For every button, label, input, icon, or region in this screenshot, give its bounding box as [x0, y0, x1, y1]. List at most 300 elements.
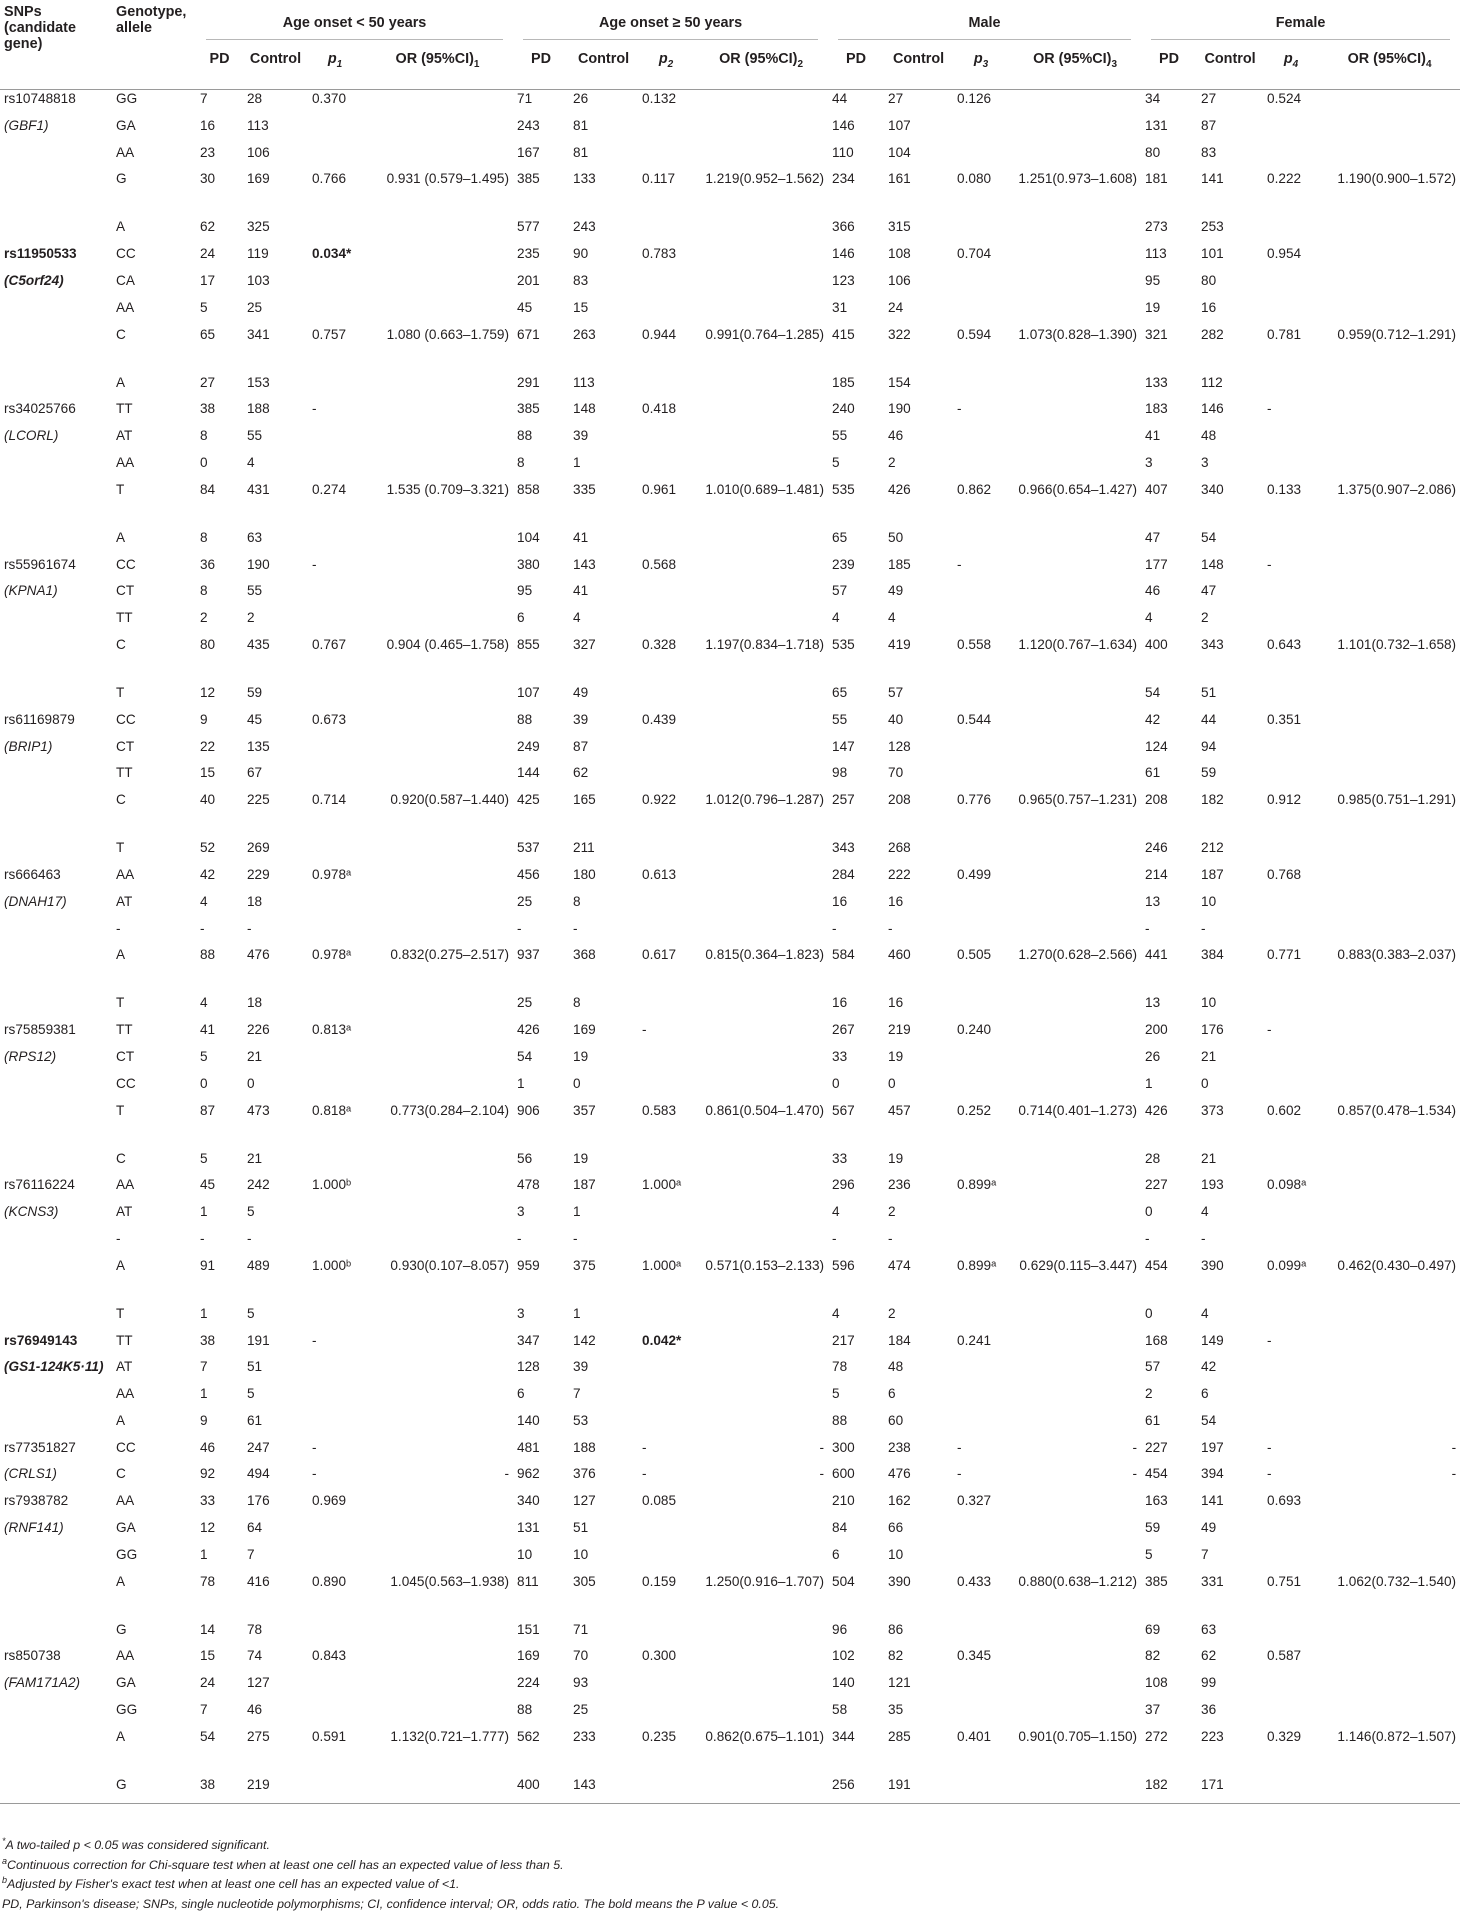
control-count-cell: 51	[573, 1520, 589, 1536]
table-row	[0, 1621, 1460, 1648]
pd-count-cell: 146	[832, 117, 855, 133]
control-count-cell: 357	[573, 1102, 596, 1118]
genotype-cell: A	[116, 1412, 126, 1428]
footnote-continuous-correction: $^a$Continuous correction for Chi-square test when at least one cell has an expected value of less than 5.	[2, 1855, 564, 1872]
odds-ratio-cell	[1009, 1048, 1141, 1075]
snp-cell: rs76949143	[4, 1332, 78, 1348]
control-count-cell: 315	[888, 219, 911, 235]
p-value-cell: 0.783	[642, 246, 677, 262]
odds-ratio-cell	[1009, 529, 1141, 556]
pd-count-cell: 959	[517, 1257, 540, 1273]
odds-ratio-cell	[1319, 1776, 1460, 1803]
p-value-cell	[953, 1230, 1009, 1257]
genotype-cell: GG	[116, 1702, 138, 1718]
snp-cell: rs55961674	[4, 556, 76, 572]
pd-count-cell: 104	[517, 529, 540, 545]
control-count-cell: 187	[1201, 866, 1224, 882]
genotype-cell: C	[116, 636, 126, 652]
control-count-cell: -	[888, 1230, 893, 1246]
snp-cell: rs34025766	[4, 401, 76, 417]
snp-cell: (DNAH17)	[4, 893, 67, 909]
p-value-cell	[308, 427, 362, 454]
pd-count-cell: 123	[832, 272, 855, 288]
snp-cell: (GS1-124K5·11)	[4, 1359, 104, 1375]
p-value-cell: 0.328	[642, 636, 677, 652]
pd-count-cell: 185	[832, 374, 855, 390]
pd-count-cell: 177	[1145, 556, 1168, 572]
p-value-cell	[1263, 920, 1319, 947]
control-count-cell: 187	[573, 1177, 596, 1193]
odds-ratio-cell	[1009, 1621, 1141, 1648]
pd-count-cell: 46	[200, 1439, 216, 1455]
p-value-cell: 0.327	[957, 1493, 992, 1509]
control-count-cell: 222	[888, 866, 911, 882]
p-value-cell: 0.117	[642, 171, 676, 187]
odds-ratio-cell	[1009, 1776, 1141, 1803]
p-value-cell	[1263, 1048, 1319, 1075]
p-value-cell	[953, 764, 1009, 791]
odds-ratio-cell	[362, 1305, 513, 1332]
odds-ratio-cell	[1009, 1546, 1141, 1573]
odds-ratio-cell: 1.219(0.952–1.562)	[705, 171, 825, 187]
odds-ratio-cell	[1319, 1412, 1460, 1439]
odds-ratio-cell	[694, 90, 828, 117]
control-count-cell: 46	[247, 1702, 263, 1718]
snp-cell: rs61169879	[4, 711, 75, 727]
p-value-cell: 0.613	[642, 866, 677, 882]
control-count-cell: 128	[888, 738, 911, 754]
genotype-cell: CC	[116, 711, 136, 727]
control-count-cell: 340	[1201, 481, 1224, 497]
genotype-cell: C	[116, 792, 126, 808]
p-value-cell	[638, 1701, 694, 1728]
control-count-cell: 49	[573, 684, 589, 700]
odds-ratio-cell	[362, 994, 513, 1021]
control-count-cell: 236	[888, 1177, 911, 1193]
p-value-cell: -	[312, 1466, 317, 1482]
pd-count-cell: 38	[200, 401, 216, 417]
control-count-cell: 24	[888, 299, 904, 315]
pd-count-cell: 41	[1145, 428, 1161, 444]
p-value-cell: -	[1267, 1439, 1272, 1455]
odds-ratio-cell	[1319, 1150, 1460, 1177]
odds-ratio-cell	[1319, 1701, 1460, 1728]
pd-count-cell: 96	[832, 1621, 848, 1637]
control-count-cell: 101	[1201, 246, 1224, 262]
pd-count-cell: 8	[517, 454, 525, 470]
p-value-cell: 0.602	[1267, 1102, 1302, 1118]
control-count-cell: 4	[247, 454, 255, 470]
genotype-cell: TT	[116, 1332, 133, 1348]
snp-cell	[0, 791, 112, 839]
p-value-cell: 0.401	[957, 1728, 992, 1744]
pd-count-cell: 380	[517, 556, 540, 572]
p-value-cell	[1263, 1150, 1319, 1177]
snp-cell	[0, 994, 112, 1021]
pd-count-cell: 61	[1145, 765, 1161, 781]
odds-ratio-cell: 0.857(0.478–1.534)	[1337, 1102, 1457, 1118]
genotype-cell: GA	[116, 1520, 136, 1536]
odds-ratio-cell: 1.250(0.916–1.707)	[705, 1573, 825, 1589]
odds-ratio-cell	[1319, 299, 1460, 326]
control-count-cell: 191	[247, 1332, 270, 1348]
odds-ratio-cell	[694, 582, 828, 609]
odds-ratio-cell	[362, 866, 513, 893]
pd-count-cell: 249	[517, 738, 540, 754]
p-value-cell: 0.757	[312, 326, 347, 342]
pd-count-cell: 22	[200, 738, 216, 754]
control-count-cell: 21	[1201, 1048, 1217, 1064]
odds-ratio-cell	[694, 556, 828, 583]
odds-ratio-cell	[1319, 738, 1460, 765]
odds-ratio-cell	[694, 893, 828, 920]
pd-count-cell: 4	[1145, 610, 1153, 626]
p-value-cell: 0.222	[1267, 171, 1302, 187]
snp-cell: (RPS12)	[4, 1048, 57, 1064]
control-count-cell: 4	[573, 610, 581, 626]
control-count-cell: 25	[247, 299, 263, 315]
control-count-cell: 2	[888, 1204, 896, 1220]
snp-cell: rs11950533	[4, 246, 77, 262]
odds-ratio-cell	[1009, 1701, 1141, 1728]
table-row	[0, 1776, 1460, 1803]
odds-ratio-cell	[694, 1021, 828, 1048]
p-value-cell	[308, 1075, 362, 1102]
snp-cell: rs7938782	[4, 1493, 69, 1509]
p-value-cell	[953, 1203, 1009, 1230]
odds-ratio-cell	[1009, 994, 1141, 1021]
control-count-cell: 15	[573, 299, 589, 315]
pd-count-cell: 400	[513, 1776, 569, 1803]
p-value-cell	[953, 1621, 1009, 1648]
p-value-cell	[1263, 1358, 1319, 1385]
odds-ratio-cell	[362, 1332, 513, 1359]
table-row	[0, 711, 1460, 738]
control-count-cell: 1	[573, 1305, 581, 1321]
control-count-cell: 327	[573, 636, 596, 652]
odds-ratio-cell	[1009, 1674, 1141, 1701]
odds-ratio-cell: 0.966(0.654–1.427)	[1018, 481, 1138, 497]
odds-ratio-cell: 0.985(0.751–1.291)	[1337, 792, 1457, 808]
snp-cell: (BRIP1)	[4, 738, 53, 754]
control-count-cell: -	[573, 1230, 578, 1246]
pd-count-cell: 80	[1145, 144, 1161, 160]
snp-cell: (LCORL)	[4, 428, 59, 444]
pd-count-cell: 57	[1145, 1359, 1161, 1375]
pd-count-cell: 400	[1145, 636, 1168, 652]
control-count-cell: 0	[888, 1075, 896, 1091]
table-row	[0, 893, 1460, 920]
footnotes	[2, 1836, 779, 1914]
control-count-cell: 81	[573, 144, 589, 160]
odds-ratio-cell	[694, 427, 828, 454]
p-value-cell	[1263, 1674, 1319, 1701]
table-row	[0, 1075, 1460, 1102]
p-value-cell	[638, 582, 694, 609]
pd-count-cell: 5	[200, 299, 208, 315]
control-count-cell: 191	[884, 1776, 953, 1803]
odds-ratio-cell: -	[819, 1466, 825, 1482]
odds-ratio-cell: 1.062(0.732–1.540)	[1337, 1573, 1457, 1589]
p-value-cell	[1263, 764, 1319, 791]
control-count-cell: -	[247, 1230, 252, 1246]
pd-count-cell: 33	[832, 1150, 848, 1166]
p-value-cell: 0.583	[642, 1102, 677, 1118]
control-count-cell: 113	[573, 374, 595, 390]
odds-ratio-cell	[362, 400, 513, 427]
odds-ratio-cell: 0.832(0.275–2.517)	[390, 947, 510, 963]
subheader-pd: PD	[1141, 51, 1197, 90]
odds-ratio-cell	[1009, 920, 1141, 947]
odds-ratio-cell	[1009, 1150, 1141, 1177]
control-count-cell: 282	[1201, 326, 1224, 342]
p-value-cell: 0.240	[957, 1022, 992, 1038]
table-row	[0, 427, 1460, 454]
pd-count-cell: 246	[1145, 840, 1168, 856]
pd-count-cell: 584	[832, 947, 855, 963]
pd-count-cell: 535	[832, 481, 855, 497]
odds-ratio-cell	[694, 920, 828, 947]
p-value-cell: 0.505	[957, 947, 992, 963]
control-count-cell: 208	[888, 792, 911, 808]
p-value-cell: 1.000ᵃ	[642, 1257, 682, 1273]
p-value-cell	[1263, 454, 1319, 481]
subheader-pd: PD	[196, 51, 243, 90]
odds-ratio-cell	[1319, 1230, 1460, 1257]
p-value-cell: 0.594	[957, 326, 992, 342]
control-count-cell: 83	[1201, 144, 1217, 160]
p-value-cell	[308, 218, 362, 245]
p-value-cell: 0.133	[1267, 481, 1302, 497]
odds-ratio-cell	[1009, 764, 1141, 791]
pd-count-cell: 344	[832, 1728, 855, 1744]
pd-count-cell: 113	[1145, 246, 1167, 262]
table-row	[0, 1048, 1460, 1075]
odds-ratio-cell: 0.629(0.115–3.447)	[1019, 1257, 1138, 1273]
genotype-cell: C	[116, 1466, 126, 1482]
control-count-cell: 90	[573, 246, 589, 262]
p-value-cell: 0.099ᵃ	[1267, 1257, 1307, 1273]
control-count-cell: 35	[888, 1702, 904, 1718]
control-count-cell: 108	[888, 246, 911, 262]
p-value-cell	[1263, 893, 1319, 920]
control-count-cell: 368	[573, 947, 596, 963]
pd-count-cell: 55	[832, 711, 848, 727]
odds-ratio-cell	[694, 1230, 828, 1257]
odds-ratio-cell	[1009, 738, 1141, 765]
p-value-cell	[308, 1358, 362, 1385]
table-row	[0, 764, 1460, 791]
p-value-cell	[638, 117, 694, 144]
pd-count-cell: 57	[832, 583, 848, 599]
control-count-cell: 275	[247, 1728, 270, 1744]
p-value-cell: 0.673	[312, 711, 347, 727]
table-row	[0, 454, 1460, 481]
p-value-cell	[308, 374, 362, 401]
pd-count-cell: 0	[832, 1075, 840, 1091]
group-header-onset-50-plus: Age onset ≥ 50 years	[513, 4, 828, 51]
p-value-cell: 0.969	[312, 1493, 347, 1509]
p-value-cell	[308, 839, 362, 866]
control-count-cell: 7	[1201, 1546, 1209, 1562]
control-count-cell: 74	[247, 1648, 263, 1664]
pd-count-cell: 124	[1145, 738, 1168, 754]
table-row	[0, 170, 1460, 218]
odds-ratio-cell	[694, 866, 828, 893]
odds-ratio-cell: 0.901(0.705–1.150)	[1018, 1728, 1138, 1744]
odds-ratio-cell	[694, 1546, 828, 1573]
control-count-cell: 36	[1201, 1702, 1217, 1718]
pd-count-cell: 87	[200, 1102, 216, 1118]
p-value-cell	[638, 1674, 694, 1701]
p-value-cell: 0.961	[642, 481, 677, 497]
genotype-cell: -	[116, 1230, 121, 1246]
p-value-cell	[1263, 117, 1319, 144]
pd-count-cell: 1	[200, 1204, 208, 1220]
odds-ratio-cell	[1009, 299, 1141, 326]
pd-count-cell: 441	[1145, 947, 1168, 963]
control-count-cell: 243	[573, 219, 596, 235]
control-count-cell: -	[1201, 920, 1206, 936]
control-count-cell: 390	[888, 1573, 911, 1589]
odds-ratio-cell	[362, 272, 513, 299]
p-value-cell	[638, 1358, 694, 1385]
odds-ratio-cell: 0.571(0.153–2.133)	[705, 1257, 825, 1273]
pd-count-cell: 1	[200, 1305, 208, 1321]
odds-ratio-cell	[694, 117, 828, 144]
control-count-cell: 119	[247, 246, 269, 262]
pd-count-cell: 84	[200, 481, 216, 497]
control-count-cell: 18	[247, 995, 263, 1011]
snp-cell	[0, 1546, 112, 1573]
subheader-odds-ratio: OR $(95\%CI)_2$	[694, 51, 828, 90]
odds-ratio-cell	[694, 1647, 828, 1674]
control-count-cell: 87	[1201, 117, 1217, 133]
odds-ratio-cell	[362, 1674, 513, 1701]
subheader-pd: PD	[828, 51, 884, 90]
p-value-cell	[638, 764, 694, 791]
subheader-odds-ratio: OR $(95\%CI)_1$	[362, 51, 513, 90]
pd-count-cell: 58	[832, 1702, 848, 1718]
odds-ratio-cell	[694, 299, 828, 326]
odds-ratio-cell	[362, 117, 513, 144]
odds-ratio-cell	[1009, 1305, 1141, 1332]
genotype-cell: A	[116, 1573, 126, 1589]
p-value-cell: 0.544	[957, 711, 992, 727]
snp-cell	[0, 1701, 112, 1728]
pd-count-cell: 8	[200, 529, 208, 545]
p-value-cell	[1263, 1546, 1319, 1573]
p-value-cell: 0.899ᵃ	[957, 1177, 997, 1193]
control-count-cell: 60	[888, 1412, 904, 1428]
pd-count-cell: 296	[832, 1177, 855, 1193]
table-row	[0, 1176, 1460, 1203]
pd-count-cell: -	[832, 920, 837, 936]
genotype-cell: C	[116, 1150, 126, 1166]
odds-ratio-cell	[1009, 400, 1141, 427]
pd-count-cell: 214	[1145, 866, 1168, 882]
control-count-cell: 121	[888, 1675, 911, 1691]
pd-count-cell: 88	[200, 947, 216, 963]
odds-ratio-cell: -	[1451, 1466, 1457, 1482]
odds-ratio-cell	[1319, 117, 1460, 144]
odds-ratio-cell	[694, 711, 828, 738]
table-row	[0, 1701, 1460, 1728]
p-value-cell	[953, 1075, 1009, 1102]
control-count-cell: -	[1201, 1230, 1206, 1246]
control-count-cell: 16	[888, 893, 904, 909]
odds-ratio-cell	[694, 1701, 828, 1728]
pd-count-cell: 108	[1145, 1675, 1168, 1691]
p-value-cell: -	[642, 1466, 647, 1482]
p-value-cell	[638, 893, 694, 920]
p-value-cell	[1263, 272, 1319, 299]
control-count-cell: 93	[573, 1675, 589, 1691]
pd-count-cell: 340	[517, 1493, 540, 1509]
pd-count-cell: 144	[517, 765, 540, 781]
control-count-cell: 431	[247, 481, 270, 497]
odds-ratio-cell	[362, 1385, 513, 1412]
pd-count-cell: 25	[517, 893, 533, 909]
group-header-onset-under-50: Age onset < 50 years	[196, 4, 513, 51]
snp-cell	[0, 1412, 112, 1439]
table-row	[0, 1465, 1460, 1492]
table-row	[0, 218, 1460, 245]
pd-count-cell: 227	[1145, 1177, 1168, 1193]
table-row	[0, 994, 1460, 1021]
p-value-cell	[1263, 1385, 1319, 1412]
control-count-cell: 21	[247, 1150, 263, 1166]
p-value-cell: 0.781	[1267, 326, 1302, 342]
genotype-cell: G	[116, 1621, 127, 1637]
odds-ratio-cell	[694, 454, 828, 481]
p-value-cell	[638, 684, 694, 711]
snp-cell	[0, 1573, 112, 1621]
p-value-cell: 0.252	[957, 1102, 992, 1118]
odds-ratio-cell	[1319, 609, 1460, 636]
p-value-cell: 0.370	[312, 91, 347, 106]
snp-cell	[0, 299, 112, 326]
control-count-cell: 64	[247, 1520, 263, 1536]
control-count-cell: 343	[1201, 636, 1224, 652]
p-value-cell: 0.776	[957, 792, 992, 808]
odds-ratio-cell	[362, 609, 513, 636]
pd-count-cell: 855	[517, 636, 540, 652]
snp-cell	[0, 1385, 112, 1412]
pd-count-cell: 454	[1145, 1257, 1168, 1273]
odds-ratio-cell	[1319, 1176, 1460, 1203]
odds-ratio-cell	[1319, 994, 1460, 1021]
snp-cell	[0, 1621, 112, 1648]
subheader-odds-ratio: OR $(95\%CI)_4$	[1319, 51, 1460, 90]
p-value-cell	[1263, 1519, 1319, 1546]
pd-count-cell: 600	[832, 1466, 855, 1482]
control-count-cell: 375	[573, 1257, 596, 1273]
odds-ratio-cell	[1009, 1647, 1141, 1674]
odds-ratio-cell	[362, 1412, 513, 1439]
table-row	[0, 582, 1460, 609]
p-value-cell	[953, 529, 1009, 556]
table-row	[0, 1492, 1460, 1519]
odds-ratio-cell: 0.880(0.638–1.212)	[1018, 1573, 1138, 1589]
p-value-cell: 0.693	[1267, 1493, 1302, 1509]
p-value-cell	[1263, 994, 1319, 1021]
subheader-control: Control	[884, 51, 953, 90]
genotype-cell: T	[116, 840, 125, 856]
table-row	[0, 684, 1460, 711]
control-count-cell: 6	[888, 1386, 896, 1402]
snp-cell: (GBF1)	[4, 117, 49, 133]
